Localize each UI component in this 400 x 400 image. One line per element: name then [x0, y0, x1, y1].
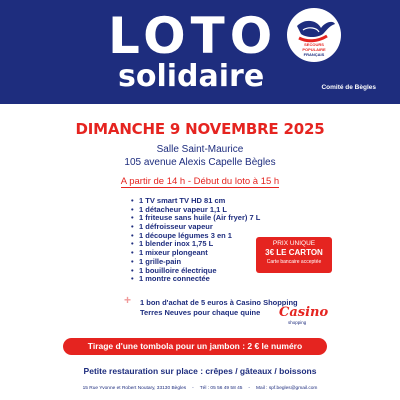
bullet-icon: • [131, 248, 134, 258]
logo-text-1: SECOURS [304, 42, 324, 47]
dove-icon [287, 8, 341, 62]
price-value: 3€ LE CARTON [265, 248, 323, 257]
logo-text-2: POPULAIRE [302, 47, 326, 52]
footer-email: Mail : spf.begles@gmail.com [256, 386, 318, 391]
title-loto: LOTO [108, 7, 278, 65]
prize-label: 1 défroisseur vapeur [139, 222, 213, 232]
footer-separator: - [248, 386, 251, 391]
price-label: PRIX UNIQUE [272, 240, 316, 247]
bullet-icon: • [131, 265, 134, 275]
venue-name: Salle Saint-Maurice [156, 144, 244, 155]
committee-label: Comité de Bègles [321, 84, 376, 91]
bullet-icon: • [131, 274, 134, 284]
prize-label: 1 friteuse sans huile (Air fryer) 7 L [139, 213, 261, 223]
casino-logo: Casino [279, 305, 329, 320]
prize-label: 1 blender inox 1,75 L [139, 239, 214, 249]
footer-separator: - [192, 386, 194, 391]
bullet-icon: • [131, 230, 134, 240]
price-note: Carte bancaire acceptée [266, 259, 322, 265]
bullet-icon: • [131, 204, 134, 214]
bonus-line-2: Terres Neuves pour chaque quine [140, 308, 261, 317]
header-band [0, 0, 400, 104]
logo-text-3: FRANÇAIS [303, 52, 325, 57]
bullet-icon: • [131, 239, 134, 249]
footer-address: 15 Rue Yvonne et Robert Noutary, 33130 Bègles [82, 386, 187, 391]
footer [0, 386, 400, 391]
tombola-banner: Tirage d'une tombola pour un jambon : 2 € le numéro [63, 338, 327, 355]
venue-address: 105 avenue Alexis Capelle Bègles [124, 157, 276, 168]
prize-label: 1 bouilloire électrique [139, 265, 217, 275]
prize-label: 1 mixeur plongeant [139, 248, 208, 258]
secours-populaire-logo [287, 8, 341, 62]
prize-label: 1 détacheur vapeur 1,1 L [139, 204, 227, 214]
plus-icon: + [124, 293, 132, 307]
title-solidaire: solidaire [118, 59, 265, 94]
bonus-line-1: 1 bon d'achat de 5 euros à Casino Shopping [140, 298, 298, 307]
footer-phone: Tél : 05 56 49 58 45 [199, 386, 243, 391]
prize-label: 1 montre connectée [139, 274, 210, 284]
bullet-icon: • [131, 222, 134, 232]
prize-label: 1 TV smart TV HD 81 cm [139, 196, 226, 205]
event-date: DIMANCHE 9 NOVEMBRE 2025 [75, 120, 325, 138]
prize-label: 1 découpe légumes 3 en 1 [139, 230, 232, 240]
event-schedule-text: A partir de 14 h - Début du loto à 15 h [120, 176, 280, 187]
bullet-icon: • [131, 213, 134, 223]
bullet-icon: • [131, 256, 134, 266]
bullet-icon: • [131, 196, 134, 205]
casino-logo-subtitle: shopping [288, 320, 307, 325]
price-badge [256, 237, 332, 273]
prize-list [131, 197, 260, 284]
restaurant-line: Petite restauration sur place : crêpes / gâteaux / boissons [83, 366, 317, 376]
event-schedule [0, 176, 400, 187]
prize-label: 1 grille-pain [139, 256, 182, 266]
prize-item [131, 275, 260, 284]
